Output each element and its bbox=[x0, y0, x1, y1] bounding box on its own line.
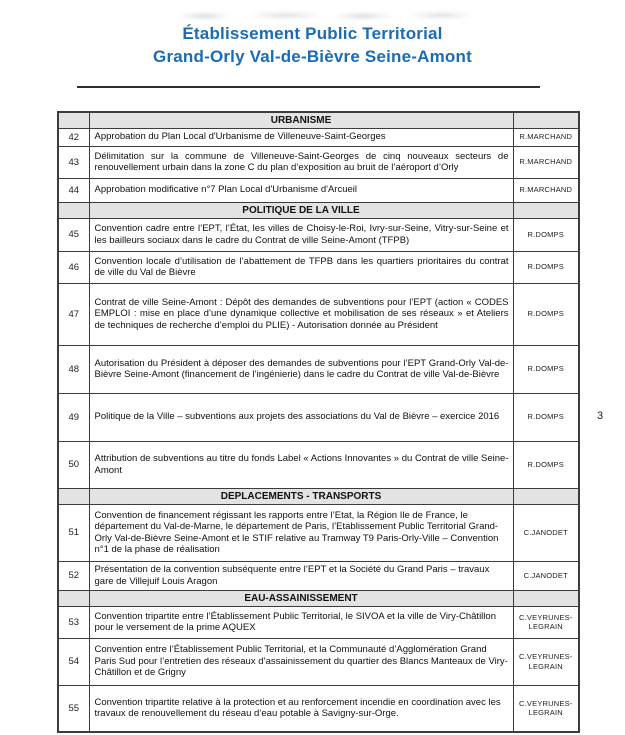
item-description-cell: Approbation modificative n°7 Plan Local d'Urbanisme d'Arcueil bbox=[89, 178, 513, 202]
item-number-cell: 52 bbox=[58, 561, 89, 590]
section-header-right-cell bbox=[513, 112, 579, 128]
table-row bbox=[58, 128, 579, 146]
page-number: 3 bbox=[597, 410, 604, 422]
table-row bbox=[58, 218, 579, 251]
section-header-right-cell bbox=[513, 488, 579, 504]
rapporteur-cell: R.DOMPS bbox=[513, 218, 579, 251]
section-header-row bbox=[58, 488, 579, 504]
item-description-cell: Autorisation du Président à déposer des demandes de subventions pour l’EPT Grand-Orly Val-de-Bièvre Seine-Amont (financement de l’ingénierie) dans le cadre du Contrat de ville Val-de-Bièvre bbox=[89, 345, 513, 393]
section-header-right-cell bbox=[513, 590, 579, 606]
item-description-cell: Convention locale d’utilisation de l’abattement de TFPB dans les quartiers prioritaires du contrat de ville du Val de Bièvre bbox=[89, 251, 513, 283]
rapporteur-cell: C.VEYRUNES-LEGRAIN bbox=[513, 685, 579, 732]
rapporteur-cell: R.DOMPS bbox=[513, 283, 579, 345]
section-header-row bbox=[58, 202, 579, 218]
table-row bbox=[58, 146, 579, 178]
item-number-cell: 47 bbox=[58, 283, 89, 345]
table-row bbox=[58, 345, 579, 393]
item-description-cell: Présentation de la convention subséquente entre l’EPT et la Société du Grand Paris – travaux gare de Villejuif Louis Aragon bbox=[89, 561, 513, 590]
page-title-line2: Grand-Orly Val-de-Bièvre Seine-Amont bbox=[153, 47, 472, 66]
item-number-cell: 55 bbox=[58, 685, 89, 732]
item-description-cell: Attribution de subventions au titre du fonds Label « Actions Innovantes » du Contrat de ville Seine-Amont bbox=[89, 441, 513, 488]
section-header-left-cell bbox=[58, 590, 89, 606]
page-title bbox=[0, 22, 625, 68]
item-number-cell: 44 bbox=[58, 178, 89, 202]
item-number-cell: 48 bbox=[58, 345, 89, 393]
table-row bbox=[58, 685, 579, 732]
item-description-cell: Convention tripartite relative à la protection et au renforcement incendie en coordination avec les travaux de renouvellement du réseau d’eau potable à Savigny-sur-Orge. bbox=[89, 685, 513, 732]
item-number-cell: 45 bbox=[58, 218, 89, 251]
agenda-table bbox=[57, 111, 580, 733]
rapporteur-cell: R.MARCHAND bbox=[513, 128, 579, 146]
section-header-left-cell bbox=[58, 202, 89, 218]
table-row bbox=[58, 638, 579, 685]
table-row bbox=[58, 251, 579, 283]
section-header-left-cell bbox=[58, 488, 89, 504]
table-row bbox=[58, 393, 579, 441]
item-number-cell: 53 bbox=[58, 606, 89, 638]
table-row bbox=[58, 441, 579, 488]
item-description-cell: Délimitation sur la commune de Villeneuve-Saint-Georges de cinq nouveaux secteurs de renouvellement urbain dans la zone C du plan d’exposition au bruit de l’aéroport d’Orly bbox=[89, 146, 513, 178]
section-header-row bbox=[58, 112, 579, 128]
table-row bbox=[58, 606, 579, 638]
item-number-cell: 54 bbox=[58, 638, 89, 685]
item-description-cell: Convention entre l’Établissement Public Territorial, et la Communauté d’Agglomération Grand Paris Sud pour l’entretien des réseaux d’assainissement du quartier des Blancs Manteaux de Viry-Châtillon et de Grigny bbox=[89, 638, 513, 685]
table-row bbox=[58, 283, 579, 345]
item-number-cell: 50 bbox=[58, 441, 89, 488]
item-description-cell: Approbation du Plan Local d'Urbanisme de Villeneuve-Saint-Georges bbox=[89, 128, 513, 146]
rapporteur-cell: R.MARCHAND bbox=[513, 178, 579, 202]
item-number-cell: 43 bbox=[58, 146, 89, 178]
bleed-through-ghost bbox=[168, 7, 478, 22]
section-title: DEPLACEMENTS - TRANSPORTS bbox=[89, 488, 513, 504]
page-title-line1: Établissement Public Territorial bbox=[182, 24, 443, 43]
rapporteur-cell: C.JANODET bbox=[513, 504, 579, 561]
item-number-cell: 42 bbox=[58, 128, 89, 146]
item-number-cell: 49 bbox=[58, 393, 89, 441]
section-title: URBANISME bbox=[89, 112, 513, 128]
table-row bbox=[58, 178, 579, 202]
rapporteur-cell: R.DOMPS bbox=[513, 441, 579, 488]
item-description-cell: Convention de financement régissant les rapports entre l’Etat, la Région Ile de France, le département du Val-de-Marne, le département de Paris, l’Etablissement Public Territorial Grand-Orly Val-de-Bièvre Seine-Amont et le STIF relative au Tramway T9 Paris-Orly-Ville – Convention n°1 de la phase de réalisation bbox=[89, 504, 513, 561]
section-title: POLITIQUE DE LA VILLE bbox=[89, 202, 513, 218]
item-description-cell: Contrat de ville Seine-Amont : Dépôt des demandes de subventions pour l’EPT (action « CODES EMPLOI : mise en place d’une dynamique collective et mobilisation de ses réseaux » et Ateliers de techniques de recherche d’emploi du PLIE) - Autorisation donnée au Président bbox=[89, 283, 513, 345]
item-number-cell: 46 bbox=[58, 251, 89, 283]
rapporteur-cell: C.VEYRUNES-LEGRAIN bbox=[513, 638, 579, 685]
section-title: EAU-ASSAINISSEMENT bbox=[89, 590, 513, 606]
section-header-left-cell bbox=[58, 112, 89, 128]
item-number-cell: 51 bbox=[58, 504, 89, 561]
table-row bbox=[58, 561, 579, 590]
item-description-cell: Politique de la Ville – subventions aux projets des associations du Val de Bièvre – exercice 2016 bbox=[89, 393, 513, 441]
rapporteur-cell: C.VEYRUNES-LEGRAIN bbox=[513, 606, 579, 638]
rapporteur-cell: R.DOMPS bbox=[513, 345, 579, 393]
item-description-cell: Convention tripartite entre l’Établissement Public Territorial, le SIVOA et la ville de Viry-Châtillon pour le versement de la prime AQUEX bbox=[89, 606, 513, 638]
table-row bbox=[58, 504, 579, 561]
title-underline-rule bbox=[77, 86, 540, 88]
item-description-cell: Convention cadre entre l’EPT, l’État, les villes de Choisy-le-Roi, Ivry-sur-Seine, Vitry-sur-Seine et les bailleurs sociaux dans le cadre du Contrat de ville Seine-Amont (TFPB) bbox=[89, 218, 513, 251]
rapporteur-cell: R.DOMPS bbox=[513, 393, 579, 441]
rapporteur-cell: C.JANODET bbox=[513, 561, 579, 590]
rapporteur-cell: R.MARCHAND bbox=[513, 146, 579, 178]
section-header-row bbox=[58, 590, 579, 606]
rapporteur-cell: R.DOMPS bbox=[513, 251, 579, 283]
section-header-right-cell bbox=[513, 202, 579, 218]
